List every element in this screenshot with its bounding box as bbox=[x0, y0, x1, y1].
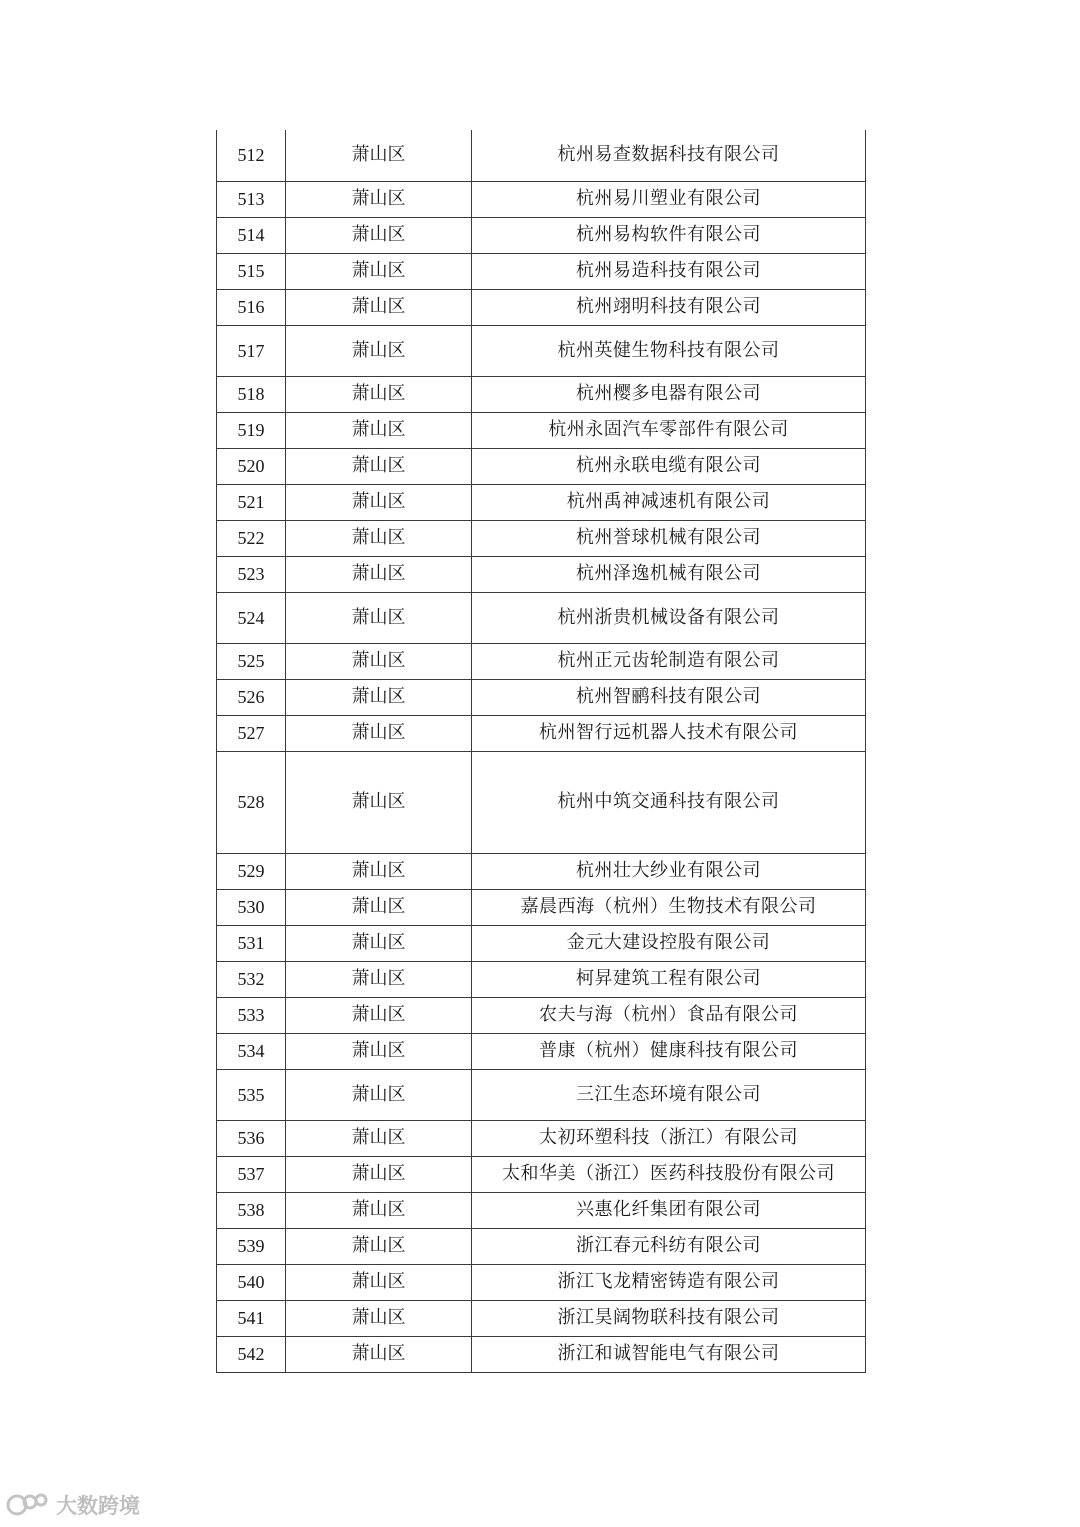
company-name-cell: 浙江飞龙精密铸造有限公司 bbox=[472, 1264, 866, 1300]
row-number-cell: 528 bbox=[217, 751, 286, 853]
company-name-cell: 杭州智鹂科技有限公司 bbox=[472, 679, 866, 715]
row-number-cell: 532 bbox=[217, 961, 286, 997]
brand-logo-icon bbox=[6, 1490, 50, 1520]
row-number-cell: 538 bbox=[217, 1192, 286, 1228]
company-list-table bbox=[216, 130, 866, 1373]
row-number-cell: 526 bbox=[217, 679, 286, 715]
table-row bbox=[217, 961, 866, 997]
district-cell: 萧山区 bbox=[286, 1336, 472, 1372]
district-cell: 萧山区 bbox=[286, 751, 472, 853]
row-number-cell: 519 bbox=[217, 412, 286, 448]
district-cell: 萧山区 bbox=[286, 217, 472, 253]
table-row bbox=[217, 1264, 866, 1300]
table-row bbox=[217, 925, 866, 961]
company-name-cell: 三江生态环境有限公司 bbox=[472, 1069, 866, 1120]
table-row bbox=[217, 556, 866, 592]
row-number-cell: 512 bbox=[217, 130, 286, 181]
row-number-cell: 513 bbox=[217, 181, 286, 217]
district-cell: 萧山区 bbox=[286, 325, 472, 376]
company-name-cell: 杭州壮大纱业有限公司 bbox=[472, 853, 866, 889]
company-name-cell: 柯昇建筑工程有限公司 bbox=[472, 961, 866, 997]
district-cell: 萧山区 bbox=[286, 592, 472, 643]
district-cell: 萧山区 bbox=[286, 889, 472, 925]
district-cell: 萧山区 bbox=[286, 1228, 472, 1264]
table-row bbox=[217, 448, 866, 484]
table-row bbox=[217, 1336, 866, 1372]
district-cell: 萧山区 bbox=[286, 1300, 472, 1336]
district-cell: 萧山区 bbox=[286, 289, 472, 325]
district-cell: 萧山区 bbox=[286, 1192, 472, 1228]
row-number-cell: 518 bbox=[217, 376, 286, 412]
table-row bbox=[217, 217, 866, 253]
district-cell: 萧山区 bbox=[286, 679, 472, 715]
row-number-cell: 523 bbox=[217, 556, 286, 592]
district-cell: 萧山区 bbox=[286, 253, 472, 289]
company-name-cell: 杭州禹神减速机有限公司 bbox=[472, 484, 866, 520]
row-number-cell: 541 bbox=[217, 1300, 286, 1336]
table-row bbox=[217, 289, 866, 325]
table-row bbox=[217, 715, 866, 751]
row-number-cell: 516 bbox=[217, 289, 286, 325]
row-number-cell: 517 bbox=[217, 325, 286, 376]
district-cell: 萧山区 bbox=[286, 448, 472, 484]
row-number-cell: 525 bbox=[217, 643, 286, 679]
row-number-cell: 542 bbox=[217, 1336, 286, 1372]
row-number-cell: 520 bbox=[217, 448, 286, 484]
row-number-cell: 529 bbox=[217, 853, 286, 889]
company-name-cell: 浙江春元科纺有限公司 bbox=[472, 1228, 866, 1264]
company-name-cell: 杭州易查数据科技有限公司 bbox=[472, 130, 866, 181]
table-row bbox=[217, 751, 866, 853]
district-cell: 萧山区 bbox=[286, 1156, 472, 1192]
table-row bbox=[217, 1192, 866, 1228]
company-name-cell: 杭州智行远机器人技术有限公司 bbox=[472, 715, 866, 751]
district-cell: 萧山区 bbox=[286, 556, 472, 592]
table-row bbox=[217, 253, 866, 289]
district-cell: 萧山区 bbox=[286, 643, 472, 679]
row-number-cell: 531 bbox=[217, 925, 286, 961]
district-cell: 萧山区 bbox=[286, 925, 472, 961]
table-row bbox=[217, 130, 866, 181]
company-name-cell: 杭州誉球机械有限公司 bbox=[472, 520, 866, 556]
company-name-cell: 杭州樱多电器有限公司 bbox=[472, 376, 866, 412]
district-cell: 萧山区 bbox=[286, 1264, 472, 1300]
row-number-cell: 530 bbox=[217, 889, 286, 925]
row-number-cell: 515 bbox=[217, 253, 286, 289]
row-number-cell: 536 bbox=[217, 1120, 286, 1156]
company-name-cell: 杭州正元齿轮制造有限公司 bbox=[472, 643, 866, 679]
company-name-cell: 兴惠化纤集团有限公司 bbox=[472, 1192, 866, 1228]
company-name-cell: 杭州永固汽车零部件有限公司 bbox=[472, 412, 866, 448]
district-cell: 萧山区 bbox=[286, 961, 472, 997]
row-number-cell: 537 bbox=[217, 1156, 286, 1192]
company-name-cell: 杭州英健生物科技有限公司 bbox=[472, 325, 866, 376]
table-row bbox=[217, 484, 866, 520]
district-cell: 萧山区 bbox=[286, 520, 472, 556]
company-name-cell: 金元大建设控股有限公司 bbox=[472, 925, 866, 961]
company-name-cell: 杭州易川塑业有限公司 bbox=[472, 181, 866, 217]
company-name-cell: 杭州易构软件有限公司 bbox=[472, 217, 866, 253]
table-row bbox=[217, 643, 866, 679]
row-number-cell: 533 bbox=[217, 997, 286, 1033]
row-number-cell: 527 bbox=[217, 715, 286, 751]
company-name-cell: 杭州翊明科技有限公司 bbox=[472, 289, 866, 325]
table-row bbox=[217, 997, 866, 1033]
table-row bbox=[217, 520, 866, 556]
table-row bbox=[217, 1069, 866, 1120]
district-cell: 萧山区 bbox=[286, 484, 472, 520]
district-cell: 萧山区 bbox=[286, 181, 472, 217]
district-cell: 萧山区 bbox=[286, 412, 472, 448]
table-row bbox=[217, 376, 866, 412]
company-name-cell: 杭州永联电缆有限公司 bbox=[472, 448, 866, 484]
district-cell: 萧山区 bbox=[286, 853, 472, 889]
district-cell: 萧山区 bbox=[286, 130, 472, 181]
table-row bbox=[217, 1228, 866, 1264]
row-number-cell: 535 bbox=[217, 1069, 286, 1120]
row-number-cell: 540 bbox=[217, 1264, 286, 1300]
district-cell: 萧山区 bbox=[286, 1069, 472, 1120]
watermark-text: 大数跨境 bbox=[56, 1494, 140, 1518]
table-row bbox=[217, 1033, 866, 1069]
table-body bbox=[217, 130, 866, 1372]
row-number-cell: 514 bbox=[217, 217, 286, 253]
district-cell: 萧山区 bbox=[286, 1120, 472, 1156]
company-name-cell: 太初环塑科技（浙江）有限公司 bbox=[472, 1120, 866, 1156]
company-name-cell: 农夫与海（杭州）食品有限公司 bbox=[472, 997, 866, 1033]
table-row bbox=[217, 412, 866, 448]
row-number-cell: 524 bbox=[217, 592, 286, 643]
row-number-cell: 522 bbox=[217, 520, 286, 556]
company-name-cell: 杭州中筑交通科技有限公司 bbox=[472, 751, 866, 853]
company-name-cell: 太和华美（浙江）医药科技股份有限公司 bbox=[472, 1156, 866, 1192]
company-name-cell: 浙江和诚智能电气有限公司 bbox=[472, 1336, 866, 1372]
table-row bbox=[217, 592, 866, 643]
district-cell: 萧山区 bbox=[286, 997, 472, 1033]
company-name-cell: 普康（杭州）健康科技有限公司 bbox=[472, 1033, 866, 1069]
district-cell: 萧山区 bbox=[286, 376, 472, 412]
company-name-cell: 杭州泽逸机械有限公司 bbox=[472, 556, 866, 592]
table-row bbox=[217, 181, 866, 217]
table-row bbox=[217, 325, 866, 376]
district-cell: 萧山区 bbox=[286, 715, 472, 751]
district-cell: 萧山区 bbox=[286, 1033, 472, 1069]
company-name-cell: 嘉晨西海（杭州）生物技术有限公司 bbox=[472, 889, 866, 925]
table-row bbox=[217, 679, 866, 715]
table-row bbox=[217, 1156, 866, 1192]
company-name-cell: 杭州易造科技有限公司 bbox=[472, 253, 866, 289]
company-name-cell: 浙江昊阔物联科技有限公司 bbox=[472, 1300, 866, 1336]
row-number-cell: 521 bbox=[217, 484, 286, 520]
watermark bbox=[6, 1488, 140, 1522]
row-number-cell: 534 bbox=[217, 1033, 286, 1069]
table-row bbox=[217, 1120, 866, 1156]
company-name-cell: 杭州浙贵机械设备有限公司 bbox=[472, 592, 866, 643]
table-row bbox=[217, 853, 866, 889]
table-row bbox=[217, 889, 866, 925]
table-row bbox=[217, 1300, 866, 1336]
row-number-cell: 539 bbox=[217, 1228, 286, 1264]
